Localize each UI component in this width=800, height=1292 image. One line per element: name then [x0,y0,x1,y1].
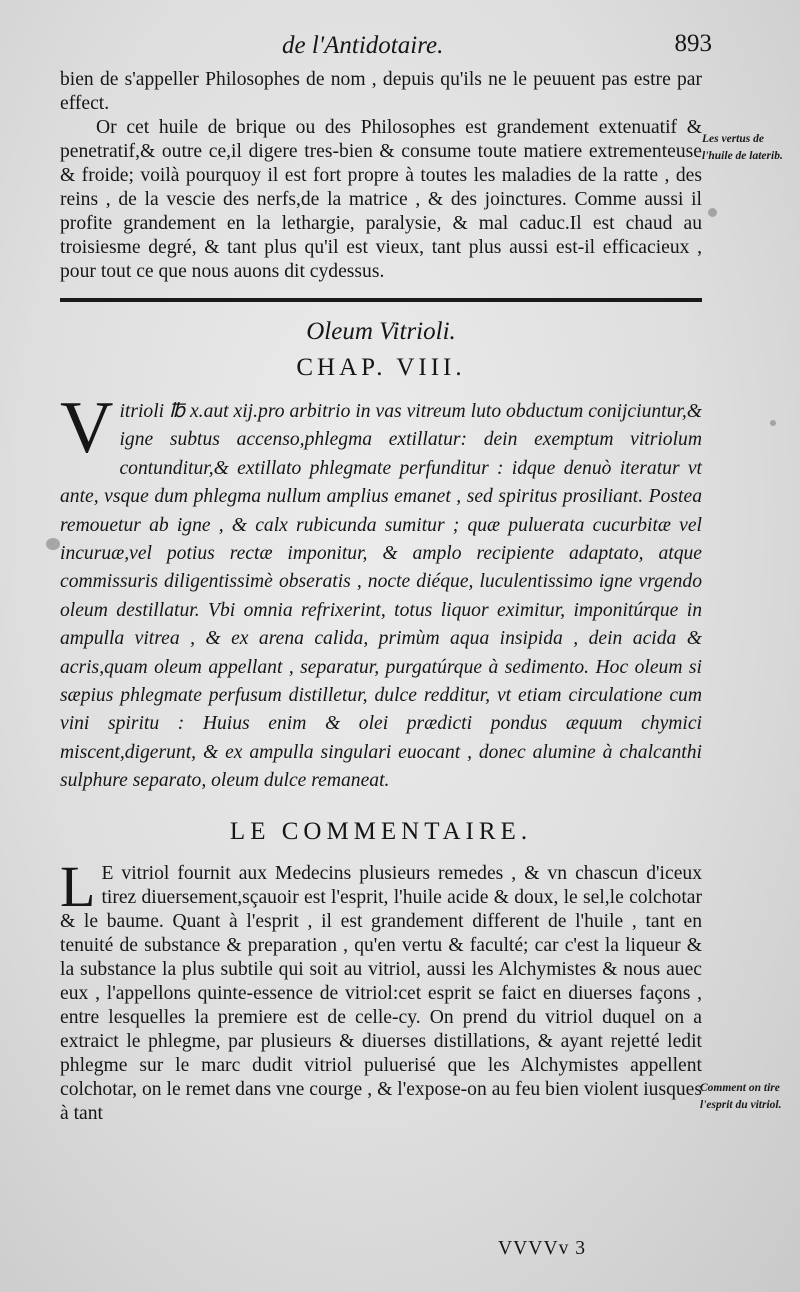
paragraph-brick-oil: Or cet huile de brique ou des Philosophes est grandement extenuatif & penetratif,& outre ce,il digere tres-bien & consume toute matiere extrementeuse & froide; voilà pourquoy il est fort propre à toutes les maladies de la ratte , des reins , de la vescie des nerfs,de la matrice , & des joinctures. Comme aussi il profite grandement en la lethargie, paralysie, & mal caduc.Il est chaud au troisiesme degré, & tant plus qu'il est vieux, tant plus aussi est-il efficacieux , pour tout ce que nous auons dit cydessus. [60,117,702,282]
margin-note-spirit: Comment on tire l'esprit du vitriol. [700,1082,782,1111]
paragraph-intro: bien de s'appeller Philosophes de nom , depuis qu'ils ne le peuuent pas estre par effect. [60,69,702,114]
latin-drop-cap: V [60,387,114,469]
margin-note-virtues: Les vertus de l'huile de laterib. [702,133,783,162]
page-number: 893 [674,30,712,57]
ink-spot [708,208,717,217]
commentary-text: E vitriol fournit aux Medecins plusieurs remedes , & vn chascun d'iceux tirez diuersement,sçauoir est l'esprit, l'huile acide & doux, le sel,le colchotar & le baume. Quant à l'esprit , il est grandement different de l'huile , tant en tenuité de substance & preparation , qu'en vertu & faculté; car c'est la liqueur & la substance la plus subtile qui soit au vitriol, aussi les Alchymistes & nous auec eux , l'appellons quinte-essence de vitriol:cet esprit se faict en diuerses façons , entre lesquelles la premiere est de celle-cy. On prend du vitriol duquel on a extraict le phlegme, par plusieurs & diuerses distillations, & ayant rejetté ledit phlegme sur le marc dudit vitriol puluerisé que les Alchymistes appellent colchotar, on le remet dans vne courge , & l'expose-on au feu bien violent iusques à tant [60,862,702,1124]
running-head: de l'Antidotaire. [282,32,444,59]
latin-recipe [60,387,702,796]
commentary-drop-cap: L [60,853,96,919]
latin-recipe-text: itrioli ℔ x.aut xij.pro arbitrio in vas vitreum luto obductum conijciuntur,& igne subtus accenso,phlegma extillatur: dein exemptum vitriolum contunditur,& extillato phlegmate perfunditur : idque denuò iteratur vt ante, vsque dum phlegma nullum amplius emanet , sed spiritus prosiliant. Postea remouetur ab igne , & calx rubicunda sumitur ; quæ puluerata cucurbitæ vel incuruæ,vel potius rectæ imponitur, & amplo recipiente adaptato, atque commissuris diligentissimè obseratis , nocte diéque, luculentissimo igne vrgendo oleum destillatur. Vbi omnia refrixerint, totus liquor eximitur, imponitúrque in ampulla vitrea , & ex arena calida, primùm aqua insipida , dein acida & acris,quam oleum appellant , separatur, purgatúrque à sedimento. Hoc oleum si sæpius phlegmate perfusum distilletur, dulce redditur, vt etiam circulatione cum vini spiritu : Huius enim & olei prædicti pondus æquum chymici miscent,digerunt, & ex ampulla singulari euocant , donec alumine à chalcanthi sulphure separato, oleum dulce remaneat. [60,401,702,792]
commentary-heading: LE COMMENTAIRE. [229,817,533,845]
chapter-heading: CHAP. VIII. [296,354,466,381]
commentary-body [60,853,702,1126]
section-title: Oleum Vitrioli. [306,318,456,345]
ink-spot [770,420,776,426]
text-column [60,68,702,1126]
signature-mark: VVVVv 3 [498,1238,587,1259]
page-header [60,28,712,68]
section-divider [60,298,702,302]
ink-spot [46,538,60,550]
